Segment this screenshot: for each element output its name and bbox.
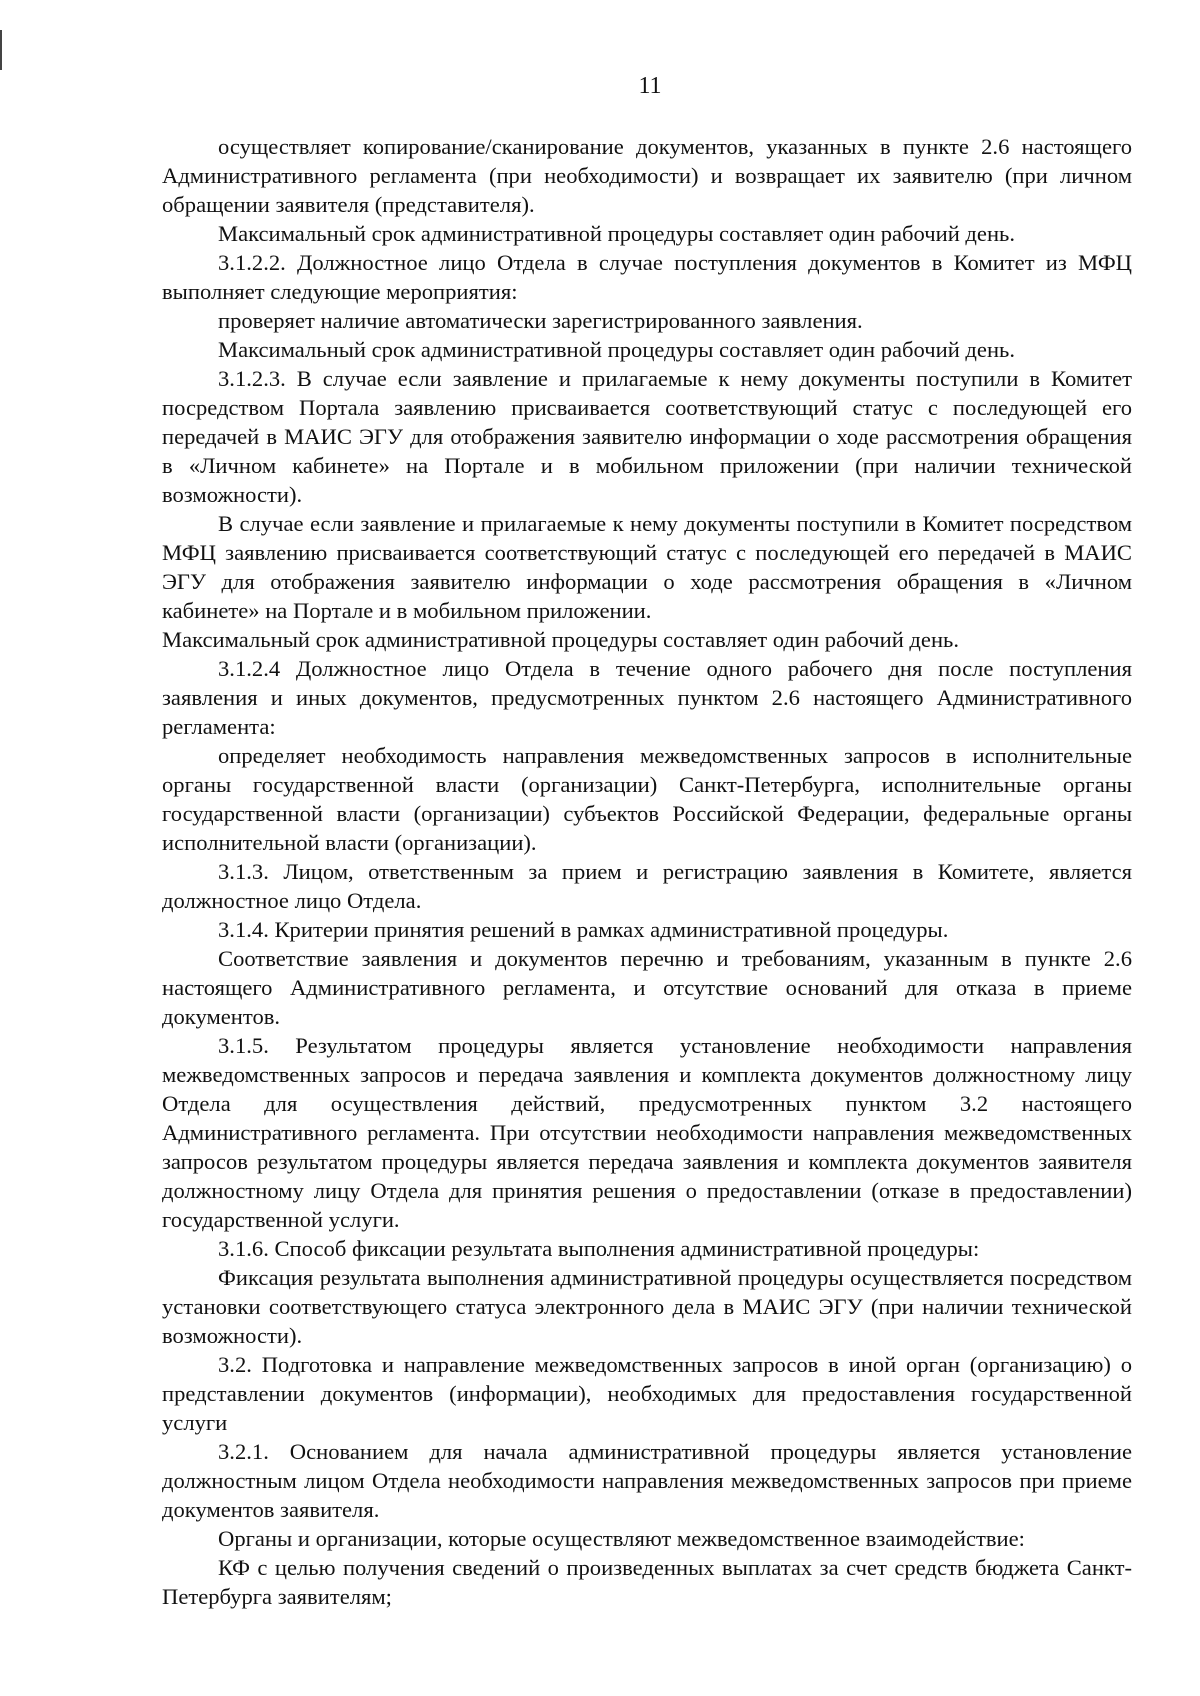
paragraph: Соответствие заявления и документов перечню и требованиям, указанным в пункте 2.6 настоящего Административного регламента, и отсутствие оснований для отказа в приеме документов.	[162, 946, 1132, 1029]
paragraph: 3.1.2.4 Должностное лицо Отдела в течение одного рабочего дня после поступления заявления и иных документов, предусмотренных пунктом 2.6 настоящего Административного регламента:	[162, 656, 1132, 739]
paragraph: Органы и организации, которые осуществляют межведомственное взаимодействие:	[218, 1526, 1025, 1551]
document-body	[162, 132, 1132, 1611]
paragraph: 3.1.2.3. В случае если заявление и прилагаемые к нему документы поступили в Комитет посредством Портала заявлению присваивается соответствующий статус с последующей его передачей в МАИС ЭГУ для отображения заявителю информации о ходе рассмотрения обращения в «Личном кабинете» на Портале и в мобильном приложении (при наличии технической возможности).	[162, 366, 1132, 507]
paragraph: 3.1.5. Результатом процедуры является установление необходимости направления межведомственных запросов и передача заявления и комплекта документов должностному лицу Отдела для осуществления действий, предусмотренных пунктом 3.2 настоящего Административного регламента. При отсутствии необходимости направления межведомственных запросов результатом процедуры является передача заявления и комплекта документов заявителя должностному лицу Отдела для принятия решения о предоставлении (отказе в предоставлении) государственной услуги.	[162, 1033, 1132, 1232]
paragraph: 3.2. Подготовка и направление межведомственных запросов в иной орган (организацию) о представлении документов (информации), необходимых для предоставления государственной услуги	[162, 1352, 1132, 1435]
page-number: 11	[638, 73, 662, 99]
scan-edge-mark	[0, 30, 2, 70]
paragraph: 3.1.2.2. Должностное лицо Отдела в случае поступления документов в Комитет из МФЦ выполняет следующие мероприятия:	[162, 250, 1132, 304]
paragraph: осуществляет копирование/сканирование документов, указанных в пункте 2.6 настоящего Административного регламента (при необходимости) и возвращает их заявителю (при личном обращении заявителя (представителя).	[162, 134, 1132, 217]
paragraph: Максимальный срок административной процедуры составляет один рабочий день.	[162, 627, 960, 652]
paragraph: КФ с целью получения сведений о произведенных выплатах за счет средств бюджета Санкт-Петербурга заявителям;	[162, 1555, 1132, 1609]
paragraph: 3.1.3. Лицом, ответственным за прием и регистрацию заявления в Комитете, является должностное лицо Отдела.	[162, 859, 1132, 913]
paragraph: проверяет наличие автоматически зарегистрированного заявления.	[218, 308, 863, 333]
paragraph: В случае если заявление и прилагаемые к нему документы поступили в Комитет посредством МФЦ заявлению присваивается соответствующий статус с последующей его передачей в МАИС ЭГУ для отображения заявителю информации о ходе рассмотрения обращения в «Личном кабинете» на Портале и в мобильном приложении.	[162, 511, 1132, 623]
paragraph: 3.1.6. Способ фиксации результата выполнения административной процедуры:	[218, 1236, 980, 1261]
paragraph: 3.1.4. Критерии принятия решений в рамках административной процедуры.	[218, 917, 949, 942]
paragraph: Максимальный срок административной процедуры составляет один рабочий день.	[218, 221, 1016, 246]
paragraph: Максимальный срок административной процедуры составляет один рабочий день.	[218, 337, 1016, 362]
paragraph: 3.2.1. Основанием для начала административной процедуры является установление должностным лицом Отдела необходимости направления межведомственных запросов при приеме документов заявителя.	[162, 1439, 1132, 1522]
paragraph: Фиксация результата выполнения административной процедуры осуществляется посредством установки соответствующего статуса электронного дела в МАИС ЭГУ (при наличии технической возможности).	[162, 1265, 1132, 1348]
paragraph: определяет необходимость направления межведомственных запросов в исполнительные органы государственной власти (организации) Санкт-Петербурга, исполнительные органы государственной власти (организации) субъектов Российской Федерации, федеральные органы исполнительной власти (организации).	[162, 743, 1132, 855]
